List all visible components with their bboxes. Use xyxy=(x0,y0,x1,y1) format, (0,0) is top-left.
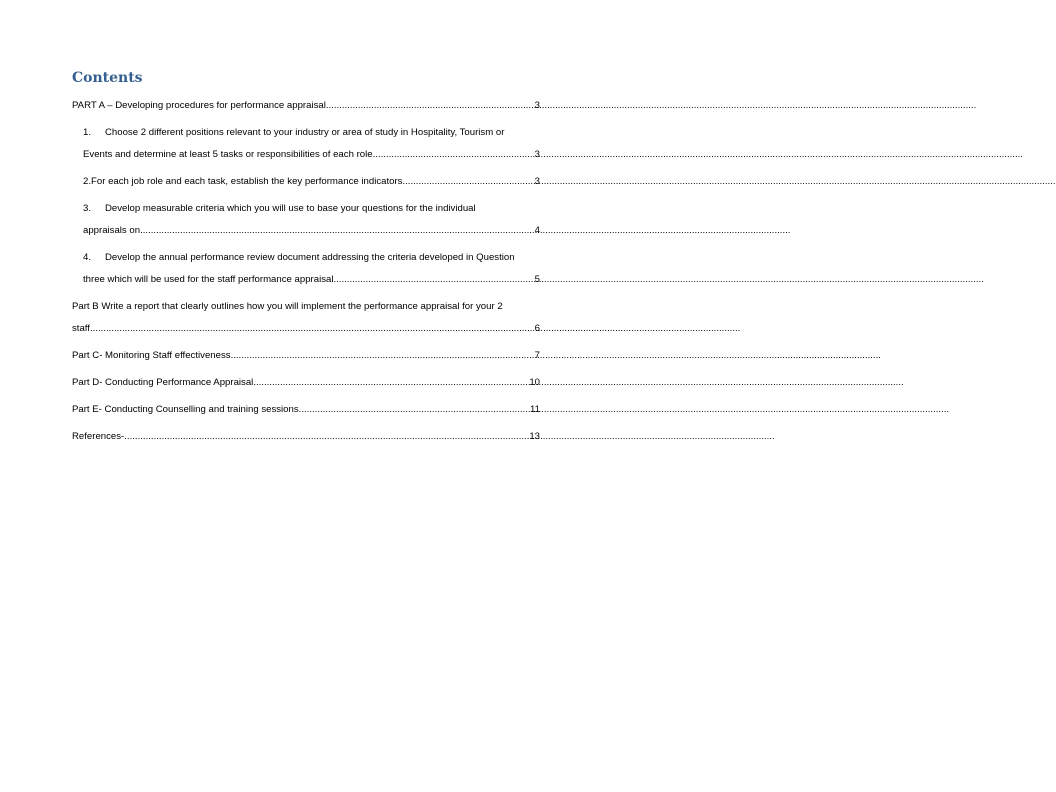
toc-entry-title-line2: three which will be used for the staff performance appraisal xyxy=(83,274,334,285)
toc-entry-4[interactable] xyxy=(83,247,540,291)
dot-leader xyxy=(373,144,535,166)
toc-entry-title: Part E- Conducting Counselling and training sessions xyxy=(72,404,299,415)
toc-entry-title: For each job role and each task, establish the key performance indicators. xyxy=(91,176,406,187)
toc-entry-number: 2. xyxy=(83,176,92,187)
toc-entry-3[interactable] xyxy=(83,198,540,242)
toc-page-number: 10 xyxy=(529,377,540,388)
toc-entry-part-b[interactable] xyxy=(72,296,540,340)
toc-entry-1[interactable] xyxy=(83,122,540,166)
toc-page-number: 7 xyxy=(534,350,540,361)
toc-entry-part-a[interactable] xyxy=(72,95,540,117)
toc-page-number: 3 xyxy=(534,149,540,160)
toc-entry-title: Part D- Conducting Performance Appraisal xyxy=(72,377,254,388)
dot-leader xyxy=(231,345,535,367)
toc-entry-title-line2: Events and determine at least 5 tasks or responsibilities of each role xyxy=(83,149,373,160)
toc-page-number: 4 xyxy=(534,225,540,236)
toc-page-number: 3 xyxy=(534,176,540,187)
toc-page-number: 13 xyxy=(529,431,540,442)
dot-leader xyxy=(405,171,535,193)
toc-page-number: 3 xyxy=(534,100,540,111)
dot-leader xyxy=(90,318,535,340)
toc-entry-title: References- xyxy=(72,431,125,442)
toc-entry-title: Part C- Monitoring Staff effectiveness xyxy=(72,350,231,361)
dot-leader xyxy=(140,220,535,242)
dot-leader xyxy=(333,269,534,291)
dot-leader xyxy=(299,399,530,421)
toc-entry-2[interactable] xyxy=(83,171,540,193)
toc-entry-title-line1: Develop measurable criteria which you will use to base your questions for the individual xyxy=(105,203,476,214)
toc-page-number: 11 xyxy=(530,404,540,415)
toc-entry-number: 1. xyxy=(83,127,92,138)
toc-entry-part-e[interactable] xyxy=(72,399,540,421)
toc-entry-title-line1: Develop the annual performance review document addressing the criteria developed in Question xyxy=(105,252,515,263)
dot-leader xyxy=(124,426,529,448)
toc-entry-title: PART A – Developing procedures for performance appraisal xyxy=(72,100,326,111)
dot-leader xyxy=(253,372,529,394)
toc-entry-part-c[interactable] xyxy=(72,345,540,367)
table-of-contents xyxy=(72,95,540,453)
toc-entry-references[interactable] xyxy=(72,426,540,448)
toc-entry-number: 4. xyxy=(83,252,92,263)
toc-entry-title-line2: staff xyxy=(72,323,90,334)
toc-entry-title-line2: appraisals on xyxy=(83,225,141,236)
toc-entry-part-d[interactable] xyxy=(72,372,540,394)
toc-entry-number: 3. xyxy=(83,203,92,214)
toc-entry-title-line1: Part B Write a report that clearly outlines how you will implement the performance appraisal for your 2 xyxy=(72,301,503,312)
toc-heading: Contents xyxy=(72,70,143,86)
toc-entry-title-line1: Choose 2 different positions relevant to your industry or area of study in Hospitality, Tourism or xyxy=(105,127,505,138)
toc-page-number: 6 xyxy=(534,323,540,334)
toc-page-number: 5 xyxy=(534,274,540,285)
dot-leader xyxy=(326,95,535,117)
